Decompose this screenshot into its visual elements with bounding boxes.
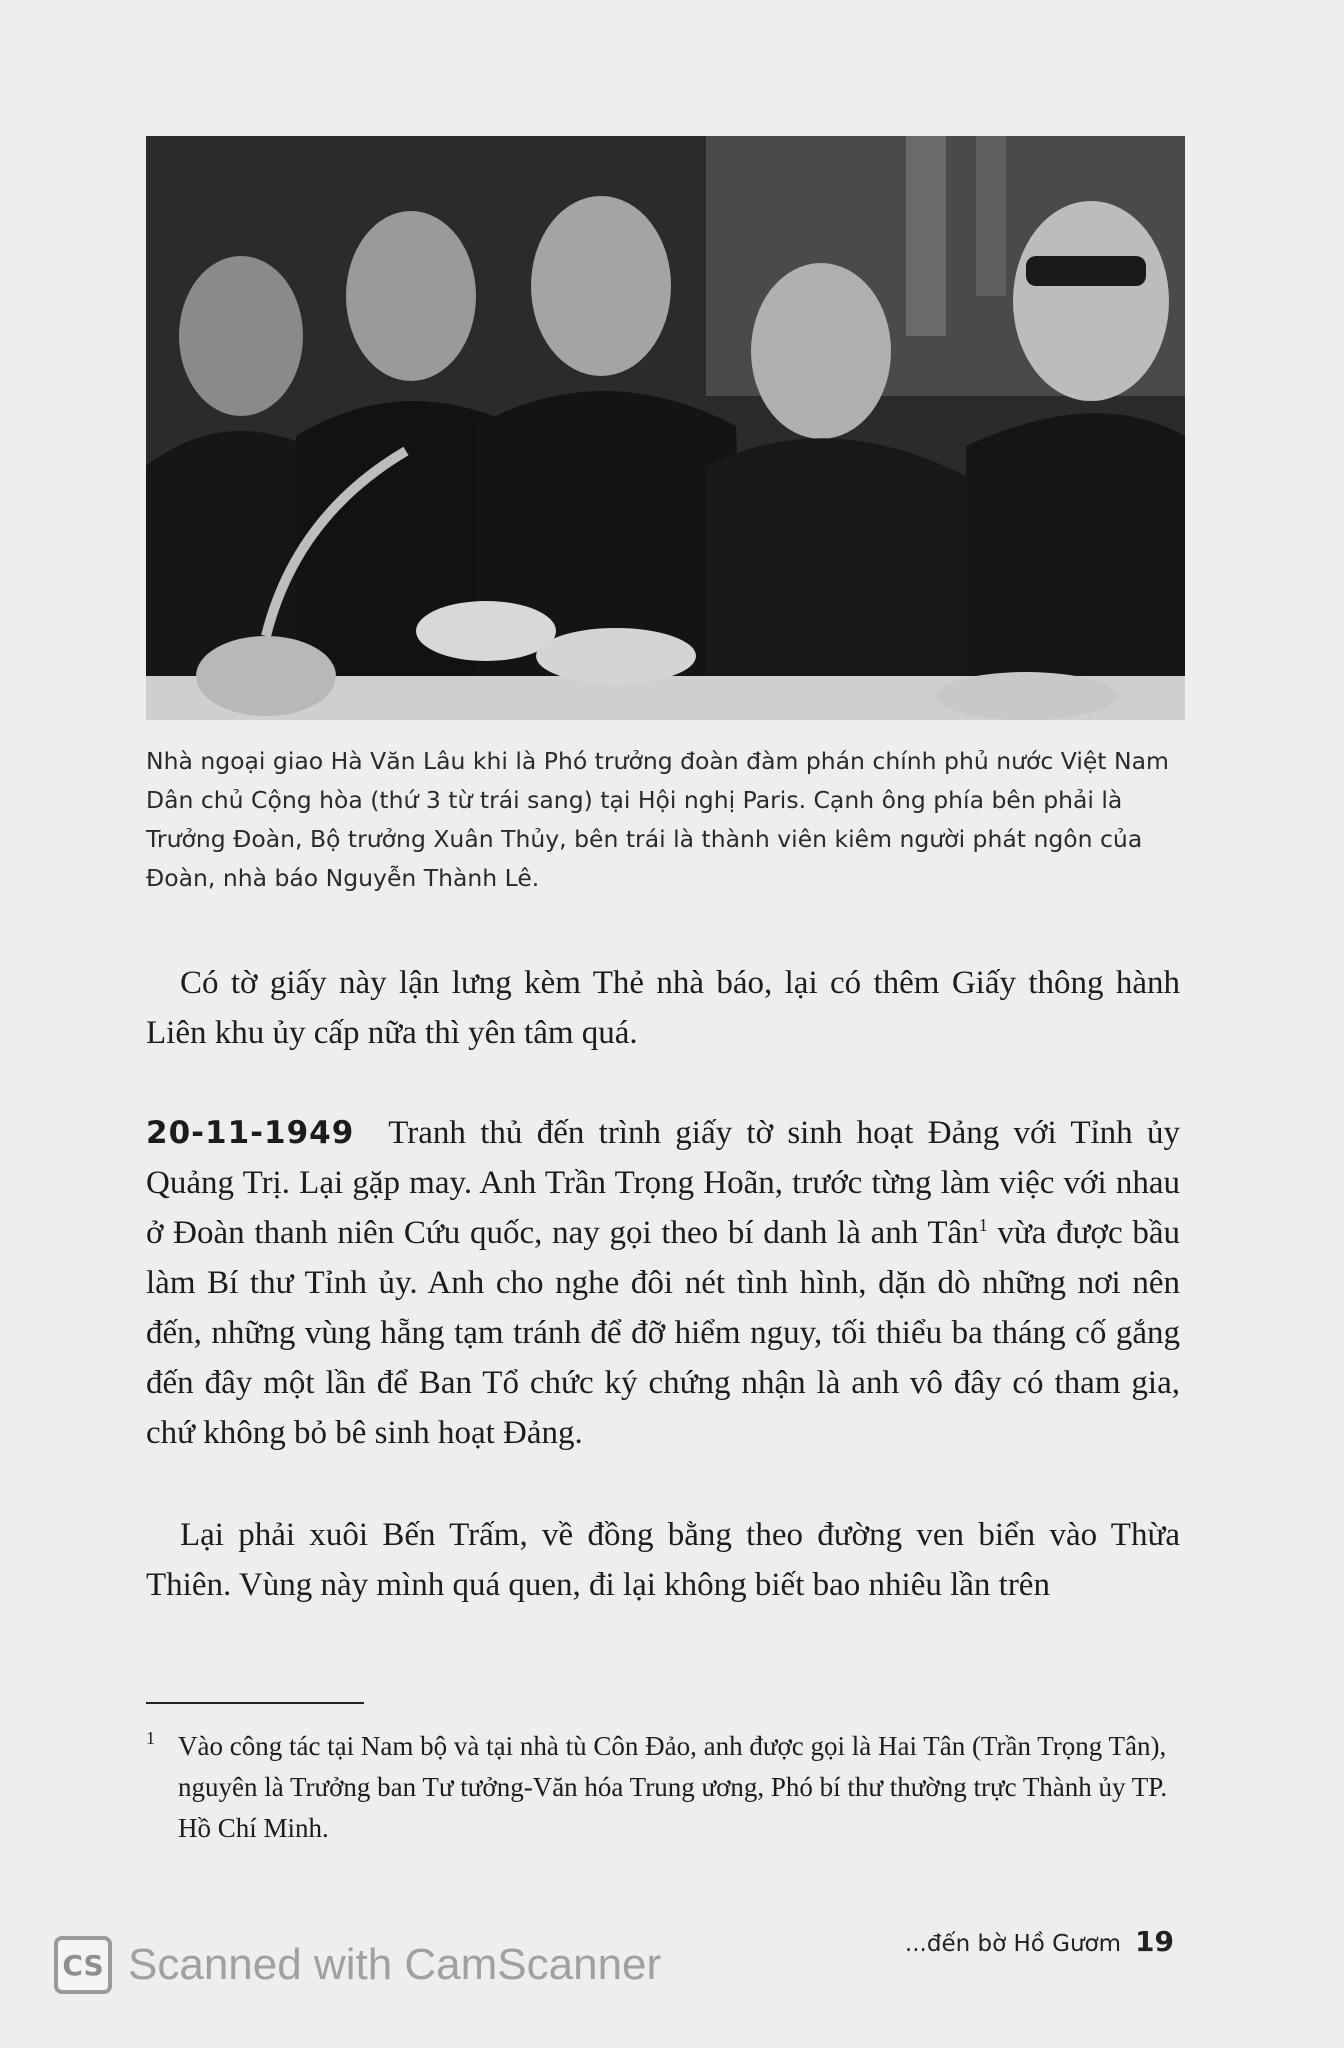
- photo-illustration: [146, 136, 1185, 720]
- camscanner-logo-icon: CS: [54, 1936, 112, 1994]
- diary-entry: [146, 1108, 1180, 1458]
- footnote-divider: [146, 1702, 364, 1704]
- entry-text-continued: vừa được bầu làm Bí thư Tỉnh ủy. Anh cho nghe đôi nét tình hình, dặn dò những nơi nên đến, những vùng hẵng tạm tránh để đỡ hiểm nguy, tối thiểu ba tháng cố gắng đến đây một lần để Ban Tổ chức ký chứng nhận là anh vô đây có tham gia, chứ không bỏ bê sinh hoạt Đảng.: [146, 1215, 1180, 1451]
- running-title: ...đến bờ Hồ Gươm: [904, 1931, 1122, 1957]
- footnote-text: Vào công tác tại Nam bộ và tại nhà tù Côn Đảo, anh được gọi là Hai Tân (Trần Trọng Tân), nguyên là Trưởng ban Tư tưởng-Văn hóa Trung ương, Phó bí thư thường trực Thành ủy TP. Hồ Chí Minh.: [178, 1731, 1168, 1843]
- paragraph: Có tờ giấy này lận lưng kèm Thẻ nhà báo, lại có thêm Giấy thông hành Liên khu ủy cấp nữa thì yên tâm quá.: [146, 965, 1180, 1051]
- entry-text: Tranh thủ đến trình giấy tờ sinh hoạt Đảng với Tỉnh ủy Quảng Trị. Lại gặp may. Anh Trần Trọng Hoãn, trước từng làm việc với nhau ở Đoàn thanh niên Cứu quốc, nay gọi theo bí danh là anh Tân: [146, 1115, 1180, 1251]
- watermark-text: Scanned with CamScanner: [128, 1940, 662, 1989]
- entry-date: 20-11-1949: [146, 1115, 355, 1151]
- page-number: 19: [1135, 1925, 1174, 1958]
- paragraph: Lại phải xuôi Bến Trấm, về đồng bằng theo đường ven biển vào Thừa Thiên. Vùng này mình quá quen, đi lại không biết bao nhiêu lần trên: [146, 1517, 1180, 1603]
- photograph: [146, 136, 1185, 720]
- page-footer: [905, 1925, 1174, 1958]
- footnote-reference: 1: [978, 1215, 988, 1235]
- footnote: [146, 1726, 1180, 1849]
- photo-caption: Nhà ngoại giao Hà Văn Lâu khi là Phó trưởng đoàn đàm phán chính phủ nước Việt Nam Dân chủ Cộng hòa (thứ 3 từ trái sang) tại Hội nghị Paris. Cạnh ông phía bên phải là Trưởng Đoàn, Bộ trưởng Xuân Thủy, bên trái là thành viên kiêm người phát ngôn của Đoàn, nhà báo Nguyễn Thành Lê.: [146, 747, 1169, 892]
- footnote-mark: 1: [146, 1728, 155, 1748]
- scanner-watermark: [54, 1936, 661, 1994]
